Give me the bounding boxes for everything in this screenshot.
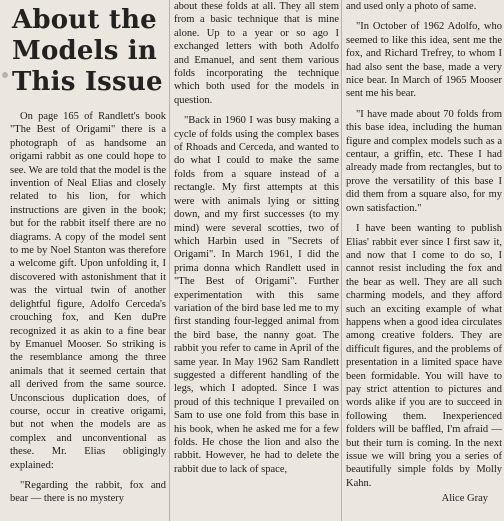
title-line: Models in [12,36,157,66]
column-2 [174,0,339,476]
paragraph: "Back in 1960 I was busy making a cycle of folds using the complex bases of Rhoads and Cerceda, and wanted to do what I could to make the same folds from a square instead of a rectangle. My first attempts at this were with animals lying or sitting down, and my first successes (to my mind) were several scotties, two of which Harbin used in "Secrets of Origami". In March 1961, I did the prima donna which Randlett used in "The Best of Origami". Further experimentation with this same variation of the bird base led me to my first standing four-legged animal from the bird base, the nanny goat. The rabbit you refer to came in April of the same year. In May 1962 Sam Randlett suggested a different handling of the legs, which I adopted. Since I was proud of this technique I prevailed on Sam to use one fold from this base in his book, when he asked me for a few folds. He chose the lion and also the rabbit. However, he had to delete the rabbit due to lack of space, [174,115,339,475]
title-line: About the [12,5,157,35]
title-line: This Issue [12,67,163,97]
paragraph: and used only a photo of same. [346,1,477,12]
column-divider [341,0,342,521]
paragraph: On page 165 of Randlett's book "The Best of Origami" there is a photograph of as handsome an origami rabbit as one could hope to see. We are told that the model is the invention of Neal Elias and closely related to his lion, for which instructions are given in the book; but for the rabbit itself there are no diagrams. A copy of the model sent to me by Noel Stanton was therefore a welcome gift. Upon unfolding it, I discovered with astonishment that it was the virtual twin of another delightful figure, Adolfo Cerceda's crouching fox, and Ken duPre recognized it as akin to a fine bear by Emanuel Mooser. So striking is the resemblance among the three animals that it seemed certain that all derived from the same source. Unconscious duplication does, of course, occur in creative origami, but not when the models are as complex and unconventional as these. Mr. Elias obligingly explained: [10,111,166,471]
paragraph: "I have made about 70 folds from this base idea, including the human figure and complex models such as a centaur, a griffin, etc. These I had already made from rectangles, but to prove the versatility of this base I did them from a square also, for my own satisfaction." [346,108,502,214]
paragraph: "Regarding the rabbit, fox and bear — there is no mystery [10,479,166,505]
paragraph: about these folds at all. They all stem from a basic technique that is mine alone. Up to a year or so ago I exchanged letters with both Adolfo and Emanuel, and sent them various folds incorporating the technique which both used for the models in question. [174,1,339,106]
author-signature: Alice Gray [441,493,488,505]
paragraph: "In October of 1962 Adolfo, who seemed to like this idea, sent me the fox, and Richard Trefrey, to whom I had also sent the base, made a very nice bear. In March of 1965 Mooser sent me his bear. [346,21,502,100]
punch-hole-mark [2,72,8,78]
column-1 [10,0,166,506]
column-divider [169,0,170,521]
column-3 [346,0,502,506]
article-title [12,5,166,98]
paragraph: I have been wanting to publish Elias' rabbit ever since I first saw it, and now that I come to do so, I cannot resist including the fox and the bear as well. They are all such charming models, and they afford such an exciting example of what happens when a good idea circulates among creative folders. They are difficult figures, and the problems of presentation in a limited space have been formidable. You will have to pay strict attention to pictures and words alike if you are to succeed in following them. Inexperienced folders will be baffled, I'm afraid — but their turn is coming. In the next issue we will bring you a series of beautifully simple folds by Molly Kahn. [346,223,502,489]
